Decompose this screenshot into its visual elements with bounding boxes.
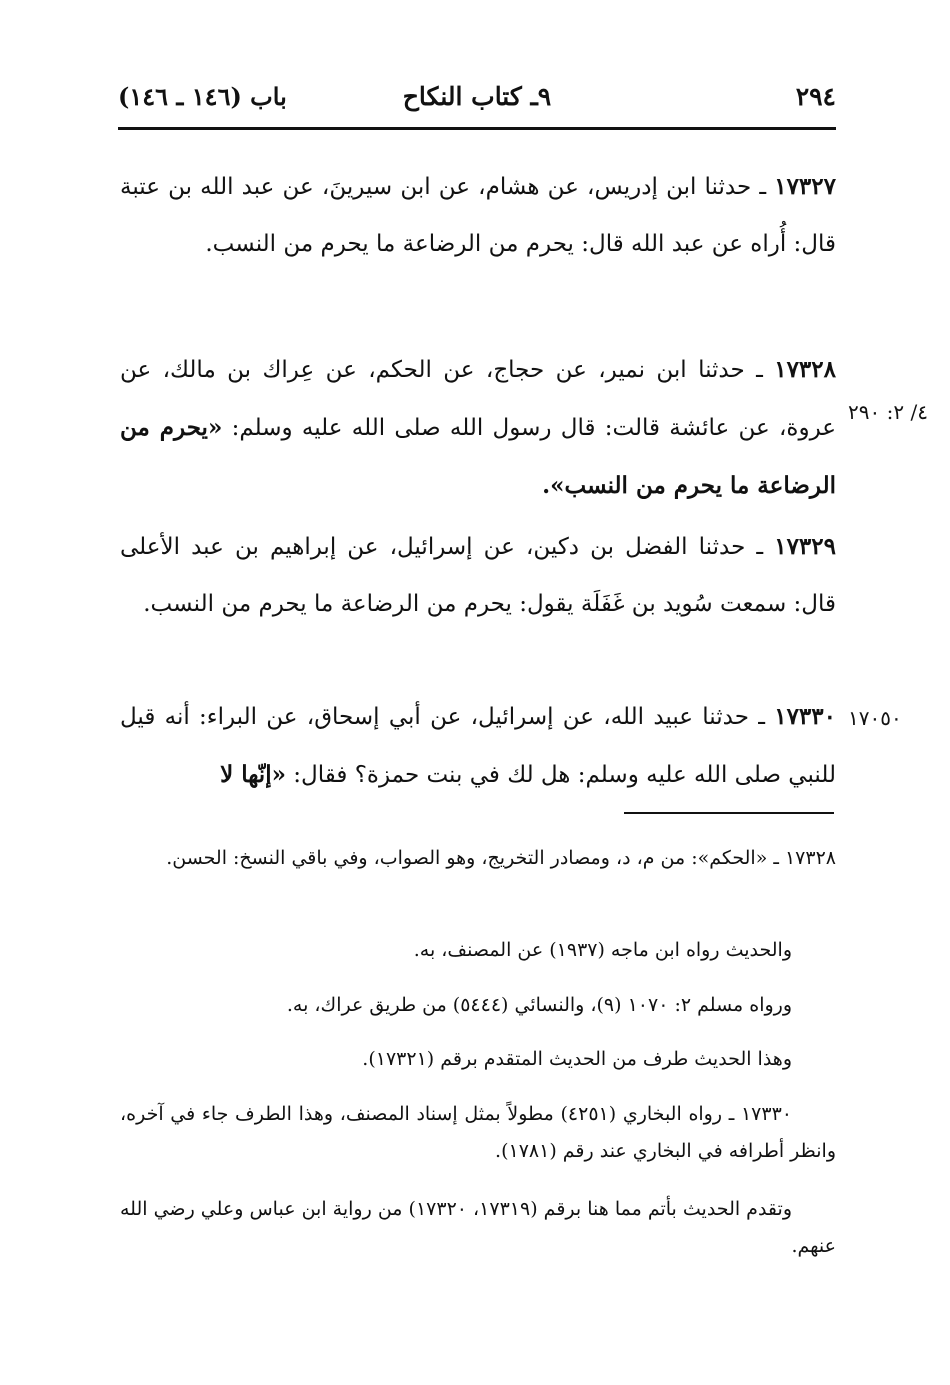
book-title: ٩ـ كتاب النكاح [402, 82, 552, 111]
hadith-number: ١٧٣٢٨ [774, 356, 836, 383]
hadith-17327 [120, 158, 836, 273]
hadith-number: ١٧٣٢٧ [774, 173, 836, 200]
hadith-17328 [120, 341, 836, 515]
prophetic-quote: «إنّها لا [220, 761, 286, 788]
hadith-text: ـ حدثنا الفضل بن دكين، عن إسرائيل، عن إبراهيم بن عبد الأعلى قال: سمعت سُويد بن غَفَلَة يقول: يحرم من الرضاعة ما يحرم من النسب. [120, 534, 836, 617]
hadith-number: ١٧٣٢٩ [774, 533, 836, 560]
hadith-17329 [120, 518, 836, 633]
hadith-text: ـ حدثنا ابن نمير، عن حجاج، عن الحكم، عن عِراك بن مالك، عن عروة، عن عائشة قالت: قال رسول الله صلى الله عليه وسلم: [120, 357, 837, 441]
footnote: وتقدم الحديث بأتم مما هنا برقم (١٧٣١٩، ١٧٣٢٠) من رواية ابن عباس وعلي رضي الله عنهم. [120, 1198, 836, 1257]
hadith-17330 [120, 688, 836, 804]
prophetic-quote: «يحرم من الرضاعة ما يحرم من النسب». [120, 414, 836, 499]
header-rule [118, 127, 836, 130]
footnote-separator [624, 812, 834, 814]
hadith-text: ـ حدثنا ابن إدريس، عن هشام، عن ابن سيرينَ، عن عبد الله بن عتبة قال: أُراه عن عبد الله قال: يحرم من الرضاعة ما يحرم من النسب. [120, 174, 836, 257]
footnote: وهذا الحديث طرف من الحديث المتقدم برقم (١٧٣٢١). [362, 1048, 792, 1070]
footnote: ١٧٣٢٨ ـ «الحكم»: من م، د، ومصادر التخريج، وهو الصواب، وفي باقي النسخ: الحسن. [166, 847, 836, 869]
footnote: والحديث رواه ابن ماجه (١٩٣٧) عن المصنف، به. [413, 939, 792, 961]
page-number: ٢٩٤ [795, 82, 836, 111]
footnote: ١٧٣٣٠ ـ رواه البخاري (٤٢٥١) مطولاً بمثل إسناد المصنف، وهذا الطرف جاء في آخره، وانظر أطرافه في البخاري عند رقم (١٧٨١). [120, 1103, 836, 1162]
footnote: ورواه مسلم ٢: ١٠٧٠ (٩)، والنسائي (٥٤٤٤) من طريق عراك، به. [286, 994, 792, 1016]
chapter-range: باب (١٤٦ ـ ١٤٦) [118, 82, 287, 111]
hadith-text: ـ حدثنا عبيد الله، عن إسرائيل، عن أبي إسحاق، عن البراء: أنه قيل للنبي صلى الله عليه وسلم: هل لك في بنت حمزة؟ فقال: [120, 704, 836, 788]
margin-reference: ٤/ ٢: ٢٩٠ [848, 400, 928, 424]
hadith-number: ١٧٣٣٠ [774, 703, 836, 730]
running-header [118, 82, 836, 126]
margin-reference: ١٧٠٥٠ [848, 706, 902, 730]
